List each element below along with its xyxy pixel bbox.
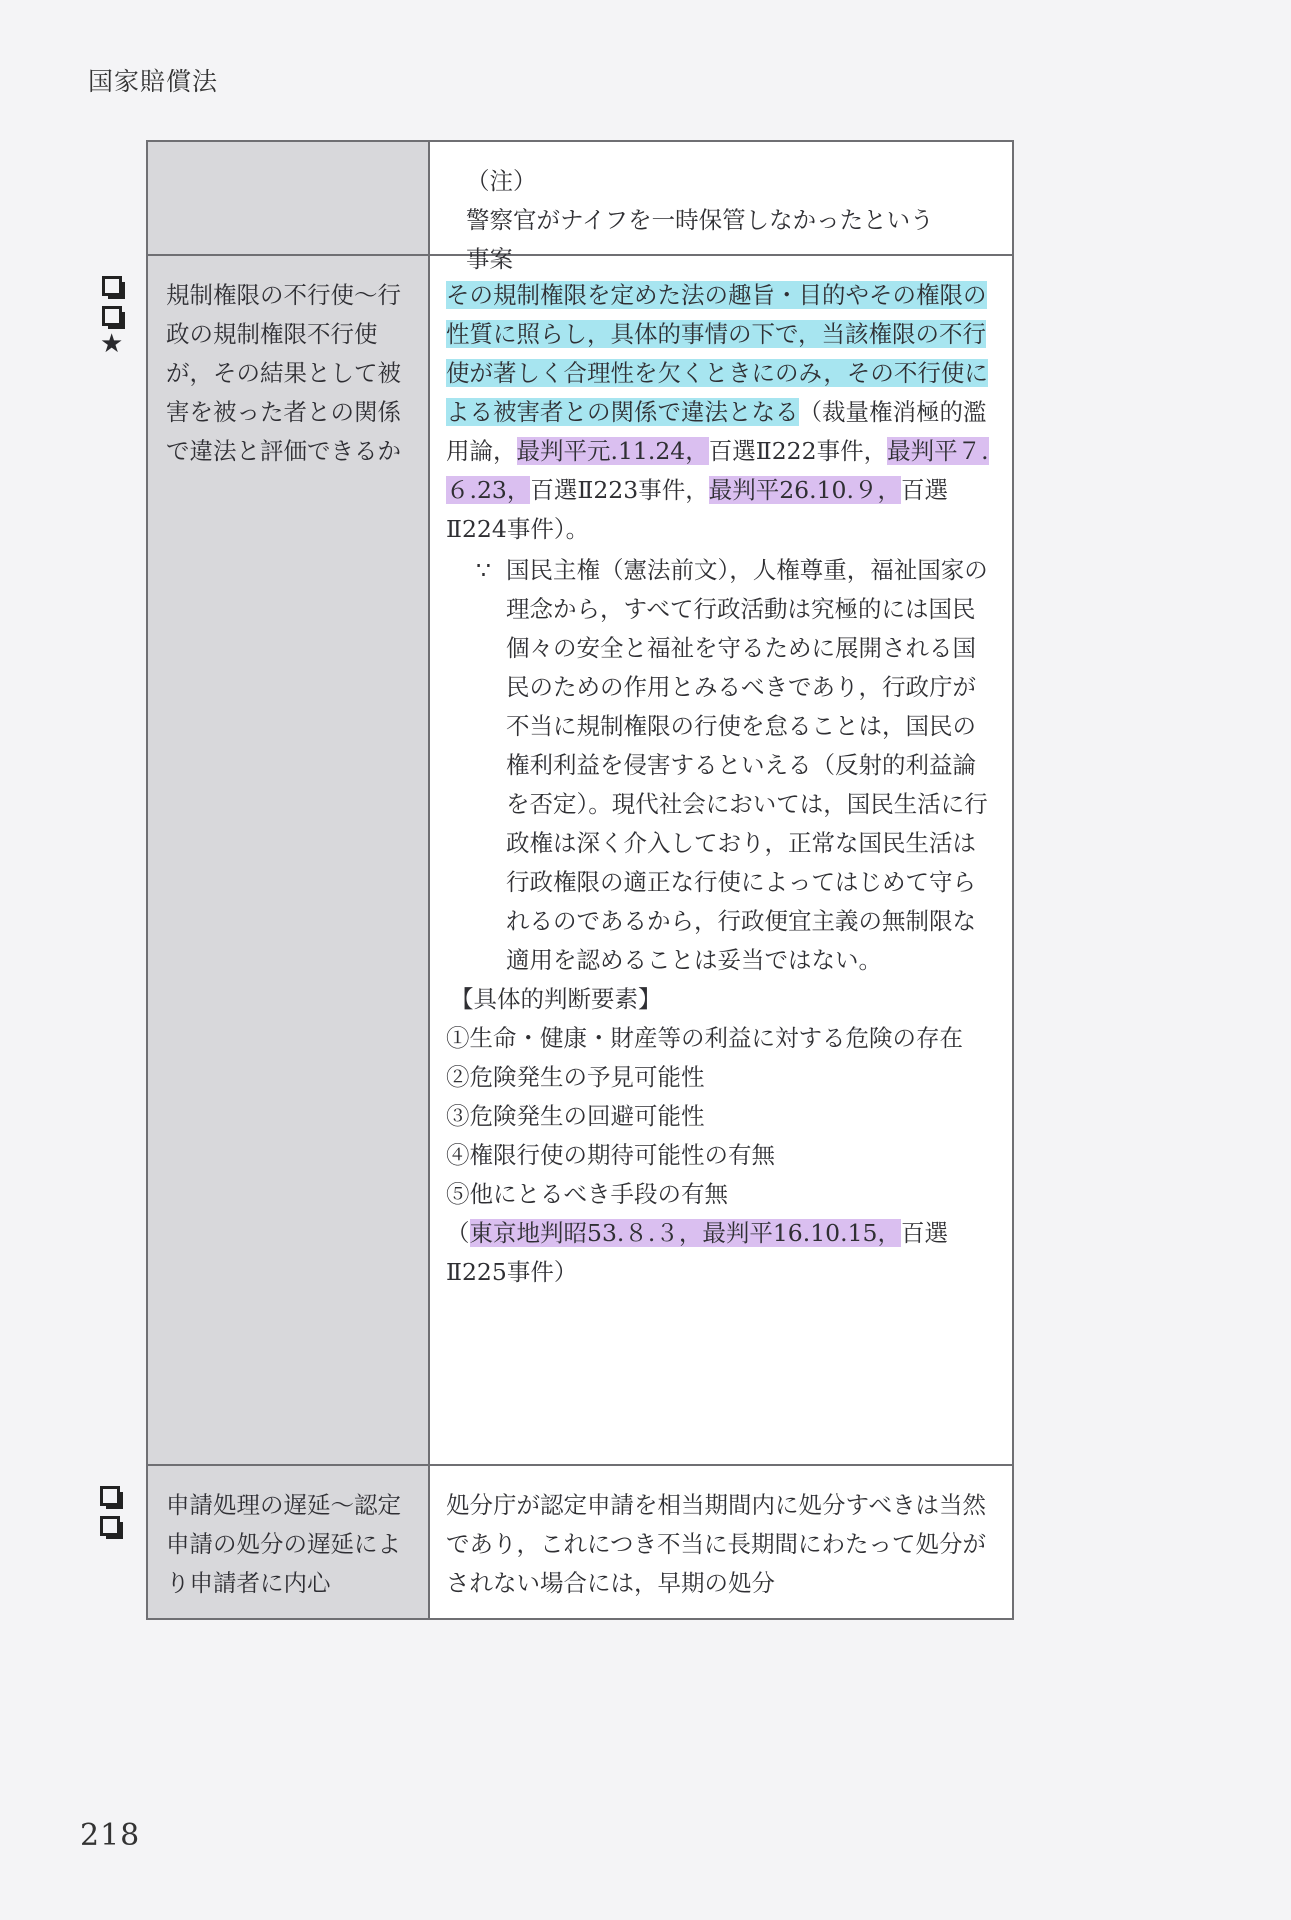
case-reference: 百選Ⅱ225事件） [446,1219,948,1286]
because-mark: ∵ [476,556,491,584]
list-item: ③危険発生の回避可能性 [446,1102,705,1130]
row-heading-cell [148,142,430,254]
table-row [148,254,1012,1464]
factors-title: 【具体的判断要素】 [450,985,662,1013]
checkbox-icon [102,276,122,296]
row-heading: 申請処理の遅延〜認定申請の処分の遅延により申請者に内心 [166,1491,401,1597]
row-heading-cell [148,256,430,1464]
list-item: ⑤他にとるべき手段の有無 [446,1180,728,1208]
list-item: ①生命・健康・財産等の利益に対する危険の存在 [446,1024,963,1052]
row-content-cell [430,142,1012,273]
case-reference: 百選Ⅱ224事件）。 [446,476,948,543]
note-label: （注） [466,167,537,195]
star-icon: ★ [100,329,124,359]
cite-open: （ [446,1219,470,1247]
case-citation: 最判平16.10.15， [702,1219,901,1247]
case-citation: 最判平７.６.23， [446,437,989,504]
table-row [148,1464,1012,1618]
running-header: 国家賠償法 [88,67,219,96]
row-content-cell [430,1466,1012,1618]
case-reference: 百選Ⅱ222事件， [708,437,888,465]
factor-list [446,1019,998,1214]
main-rule [446,276,998,549]
rule-paren: （裁量権消極的濫用論， [446,398,987,465]
reason-text: 国民主権（憲法前文），人権尊重，福祉国家の理念から，すべて行政活動は究極的には国民個々の安全と福祉を守るために展開される国民のための作用とみるべきであり，行政庁が不当に規制権限の行使を怠ることは，国民の権利利益を侵害するといえる（反射的利益論を否定）。現代社会においては，国民生活に行政権は深く介入しており，正常な国民生活は行政権限の適正な行使によってはじめて守られるのであるから，行政便宜主義の無制限な適用を認めることは妥当ではない。 [506,556,988,974]
checkbox-icon [102,306,122,326]
case-citation: 東京地判昭53.８.３， [469,1219,703,1247]
note-text: 警察官がナイフを一時保管しなかったという事案 [466,206,934,273]
factor-citations [446,1214,998,1292]
row2-markers [100,276,124,359]
case-citation: 最判平26.10.９， [708,476,901,504]
highlighted-rule: その規制権限を定めた法の趣旨・目的やその権限の性質に照らし，具体的事情の下で，当該権限の不行使が著しく合理性を欠くときにのみ，その不行使による被害者との関係で違法となる [446,281,988,426]
reason-block [446,551,998,980]
list-item: ④権限行使の期待可能性の有無 [446,1141,775,1169]
case-citation: 最判平元.11.24， [516,437,709,465]
content-table [146,140,1014,1620]
row-heading: 規制権限の不行使〜行政の規制権限不行使が，その結果として被害を被った者との関係で違法と評価できるか [166,281,401,465]
table-row [148,142,1012,273]
row-content-cell [430,256,1012,1464]
checkbox-icon [100,1486,120,1506]
row3-markers [100,1486,120,1546]
case-reference: 百選Ⅱ223事件， [530,476,709,504]
row-heading-cell [148,1466,430,1618]
page-number: 218 [80,1818,141,1853]
checkbox-icon [100,1516,120,1536]
list-item: ②危険発生の予見可能性 [446,1063,705,1091]
row-text: 処分庁が認定申請を相当期間内に処分すべきは当然であり，これにつき不当に長期間にわたって処分がされない場合には，早期の処分 [446,1491,987,1597]
